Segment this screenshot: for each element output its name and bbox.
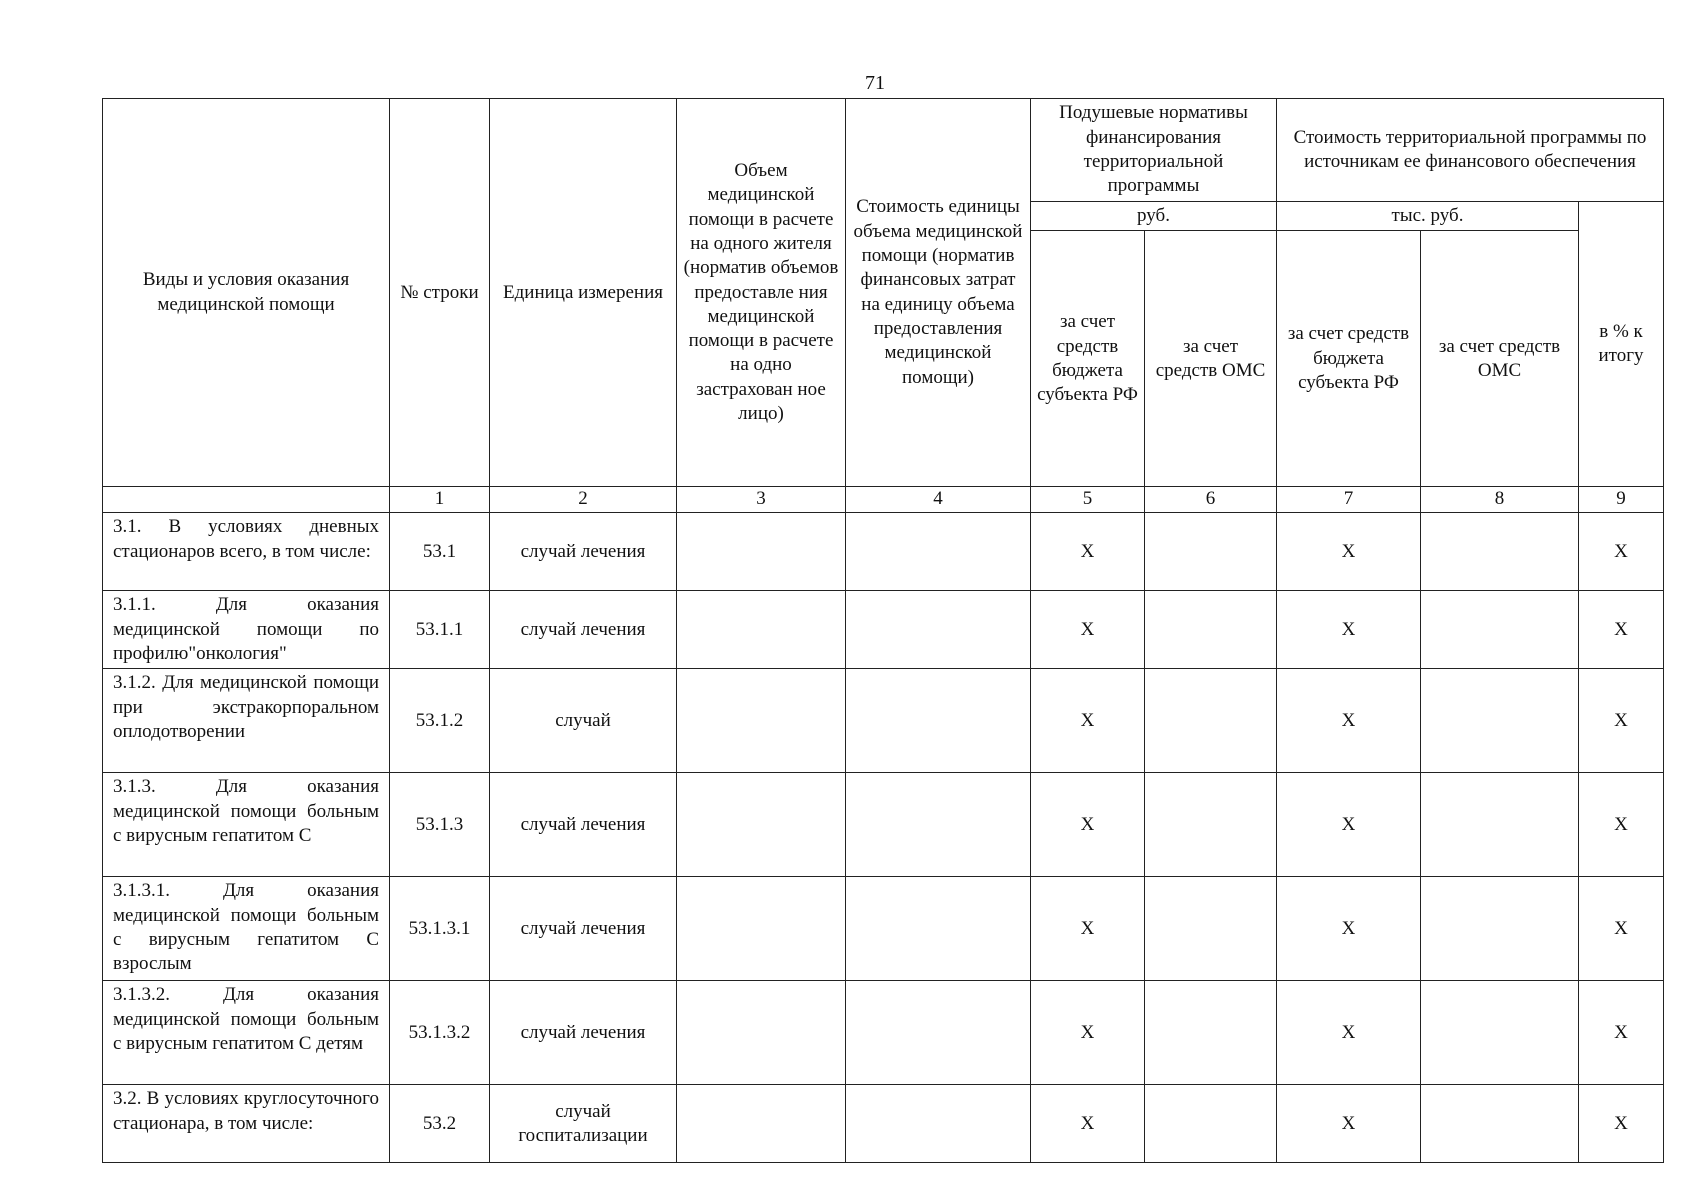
cell-budget-subject-total: X <box>1277 981 1421 1085</box>
cell-unit-cost <box>846 773 1031 877</box>
cell-volume <box>677 669 846 773</box>
row-description: 3.1.3.1. Для оказания медицинской помощи больным с вирусным гепатитом С взрослым <box>103 877 390 981</box>
row-number: 53.1.3 <box>390 773 490 877</box>
cell-oms-total <box>1421 513 1579 591</box>
cell-unit-cost <box>846 669 1031 773</box>
cell-oms-total <box>1421 591 1579 669</box>
cell-percent: X <box>1579 591 1664 669</box>
table-row <box>103 513 1664 591</box>
table-row <box>103 591 1664 669</box>
table-row <box>103 981 1664 1085</box>
cell-unit-cost <box>846 877 1031 981</box>
row-unit: случай госпитализации <box>490 1085 677 1163</box>
cell-unit-cost <box>846 1085 1031 1163</box>
cell-oms <box>1145 877 1277 981</box>
cell-oms <box>1145 773 1277 877</box>
header-unit-rub: руб. <box>1031 202 1277 231</box>
row-number: 53.2 <box>390 1085 490 1163</box>
table-row <box>103 773 1664 877</box>
cell-budget-subject: X <box>1031 877 1145 981</box>
cell-oms <box>1145 981 1277 1085</box>
header-program-cost: Стоимость территориальной программы по источникам ее финансового обеспечения <box>1277 99 1664 202</box>
header-percent-of-total: в % к итогу <box>1579 202 1664 487</box>
row-description: 3.1.1. Для оказания медицинской помощи по профилю"онкология" <box>103 591 390 669</box>
header-row-number: № строки <box>390 99 490 487</box>
cell-volume <box>677 773 846 877</box>
cell-percent: X <box>1579 877 1664 981</box>
row-unit: случай лечения <box>490 591 677 669</box>
page-number: 71 <box>865 72 885 94</box>
financing-table <box>102 98 1664 1163</box>
cell-volume <box>677 513 846 591</box>
row-unit: случай лечения <box>490 773 677 877</box>
cell-budget-subject: X <box>1031 773 1145 877</box>
column-number: 7 <box>1277 487 1421 513</box>
table-row <box>103 669 1664 773</box>
cell-volume <box>677 981 846 1085</box>
row-number: 53.1 <box>390 513 490 591</box>
table-row <box>103 1085 1664 1163</box>
column-number: 2 <box>490 487 677 513</box>
row-unit: случай лечения <box>490 513 677 591</box>
cell-budget-subject-total: X <box>1277 513 1421 591</box>
header-type-of-care: Виды и условия оказания медицинской помощи <box>103 99 390 487</box>
cell-volume <box>677 1085 846 1163</box>
cell-oms-total <box>1421 877 1579 981</box>
header-oms-total: за счет средств ОМС <box>1421 231 1579 487</box>
cell-budget-subject: X <box>1031 981 1145 1085</box>
cell-volume <box>677 877 846 981</box>
column-number: 5 <box>1031 487 1145 513</box>
cell-unit-cost <box>846 981 1031 1085</box>
cell-volume <box>677 591 846 669</box>
cell-budget-subject: X <box>1031 1085 1145 1163</box>
cell-budget-subject-total: X <box>1277 773 1421 877</box>
column-number: 9 <box>1579 487 1664 513</box>
cell-percent: X <box>1579 981 1664 1085</box>
row-description: 3.1.3. Для оказания медицинской помощи больным с вирусным гепатитом С <box>103 773 390 877</box>
row-number: 53.1.3.1 <box>390 877 490 981</box>
header-per-capita-norms: Подушевые нормативы финансирования территориальной программы <box>1031 99 1277 202</box>
cell-percent: X <box>1579 1085 1664 1163</box>
header-unit: Единица измерения <box>490 99 677 487</box>
header-oms: за счет средств ОМС <box>1145 231 1277 487</box>
header-volume: Объем медицинской помощи в расчете на одного жителя (норматив объемов предоставле ния медицинской помощи в расчете на одно застрахован ное лицо) <box>677 99 846 487</box>
cell-budget-subject-total: X <box>1277 591 1421 669</box>
cell-budget-subject-total: X <box>1277 877 1421 981</box>
column-number: 8 <box>1421 487 1579 513</box>
cell-budget-subject: X <box>1031 591 1145 669</box>
cell-percent: X <box>1579 513 1664 591</box>
header-unit-cost: Стоимость единицы объема медицинской помощи (норматив финансовых затрат на единицу объема предоставления медицинской помощи) <box>846 99 1031 487</box>
cell-budget-subject: X <box>1031 513 1145 591</box>
cell-oms <box>1145 1085 1277 1163</box>
column-number: 1 <box>390 487 490 513</box>
cell-oms-total <box>1421 1085 1579 1163</box>
row-number: 53.1.1 <box>390 591 490 669</box>
cell-oms-total <box>1421 669 1579 773</box>
row-description: 3.1. В условиях дневных стационаров всего, в том числе: <box>103 513 390 591</box>
row-unit: случай <box>490 669 677 773</box>
row-number: 53.1.3.2 <box>390 981 490 1085</box>
cell-oms-total <box>1421 773 1579 877</box>
header-budget-subject-total: за счет средств бюджета субъекта РФ <box>1277 231 1421 487</box>
row-number: 53.1.2 <box>390 669 490 773</box>
column-number: 3 <box>677 487 846 513</box>
cell-oms <box>1145 669 1277 773</box>
row-description: 3.2. В условиях круглосуточного стационара, в том числе: <box>103 1085 390 1163</box>
cell-oms-total <box>1421 981 1579 1085</box>
row-unit: случай лечения <box>490 877 677 981</box>
cell-percent: X <box>1579 773 1664 877</box>
column-number: 4 <box>846 487 1031 513</box>
row-description: 3.1.3.2. Для оказания медицинской помощи больным с вирусным гепатитом С детям <box>103 981 390 1085</box>
cell-budget-subject-total: X <box>1277 669 1421 773</box>
row-unit: случай лечения <box>490 981 677 1085</box>
column-number <box>103 487 390 513</box>
cell-oms <box>1145 513 1277 591</box>
table-row <box>103 877 1664 981</box>
cell-percent: X <box>1579 669 1664 773</box>
cell-oms <box>1145 591 1277 669</box>
header-unit-thousand-rub: тыс. руб. <box>1277 202 1579 231</box>
header-budget-subject: за счет средств бюджета субъекта РФ <box>1031 231 1145 487</box>
cell-unit-cost <box>846 513 1031 591</box>
column-number: 6 <box>1145 487 1277 513</box>
row-description: 3.1.2. Для медицинской помощи при экстракорпоральном оплодотворении <box>103 669 390 773</box>
cell-budget-subject-total: X <box>1277 1085 1421 1163</box>
cell-budget-subject: X <box>1031 669 1145 773</box>
cell-unit-cost <box>846 591 1031 669</box>
